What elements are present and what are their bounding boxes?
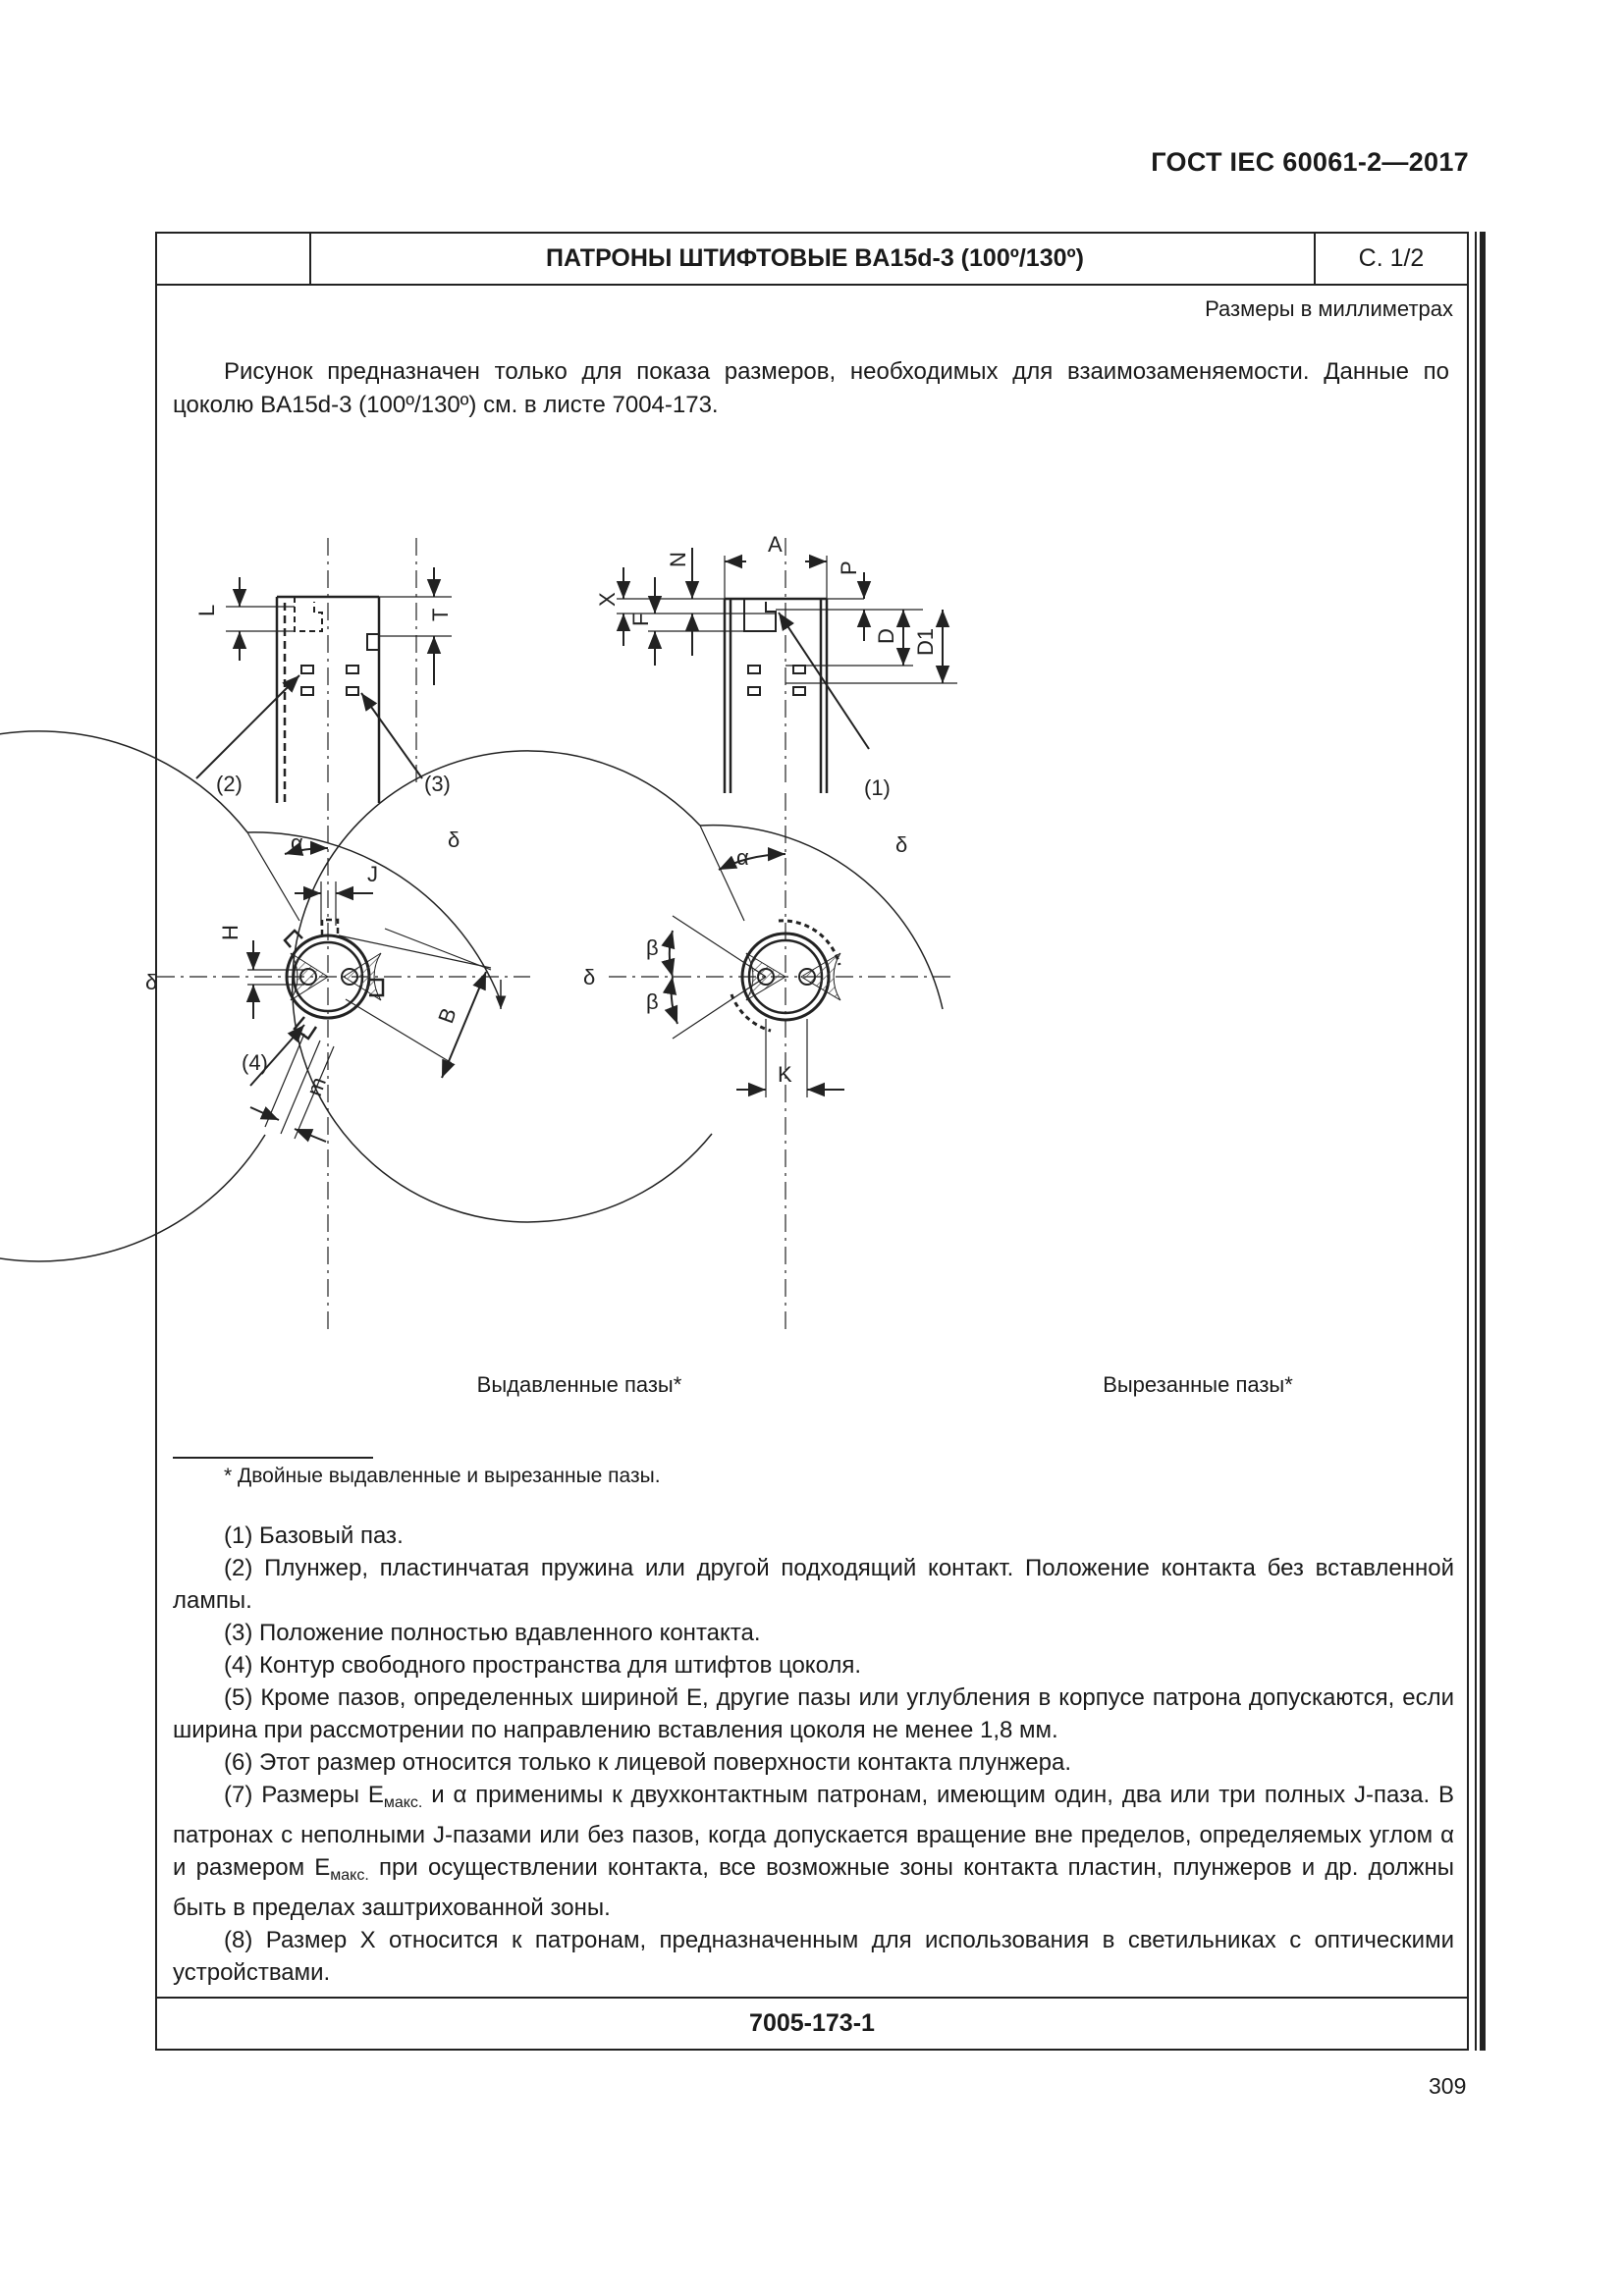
- note-4: (4) Контур свободного пространства для штифтов цоколя.: [224, 1652, 862, 1679]
- angle-delta-left-top: δ: [448, 828, 460, 852]
- dim-D: D: [874, 628, 898, 644]
- ref-2: (2): [216, 772, 243, 796]
- dim-B: B: [433, 1004, 461, 1027]
- note-7: [173, 1779, 1454, 1924]
- angle-delta-right-top: δ: [895, 832, 908, 857]
- angle-beta-lower: β: [646, 989, 659, 1014]
- dim-K: K: [778, 1062, 792, 1087]
- plan-view-cut: [293, 751, 952, 1333]
- dim-H: H: [218, 925, 243, 940]
- units-note: Размеры в миллиметрах: [1205, 296, 1453, 321]
- note-8: (8) Размер X относится к патронам, предназначенным для использования в светильниках с оптическими устройствами.: [173, 1927, 1454, 1986]
- plan-view-embossed: [0, 731, 530, 1333]
- sheet-number: С. 1/2: [1314, 234, 1467, 284]
- note-3: (3) Положение полностью вдавленного контакта.: [224, 1620, 761, 1646]
- footnote: * Двойные выдавленные и вырезанные пазы.: [224, 1465, 661, 1487]
- note-1: (1) Базовый паз.: [224, 1522, 404, 1549]
- page-number: 309: [1429, 2073, 1467, 2099]
- note-2: (2) Плунжер, пластинчатая пружина или другой подходящий контакт. Положение контакта без вставленной лампы.: [173, 1555, 1454, 1614]
- note-5: (5) Кроме пазов, определенных шириной Е, другие пазы или углубления в корпусе патрона допускаются, если ширина при рассмотрении по направлению вставления цоколя не менее 1,8 мм.: [173, 1684, 1454, 1743]
- side-view-embossed: [196, 538, 452, 803]
- frame-right-thick-rule: [1480, 232, 1486, 2051]
- footnote-rule: [173, 1457, 373, 1459]
- dim-N: N: [666, 552, 690, 567]
- frame-right-rule: [1475, 232, 1477, 2051]
- angle-delta-right: δ: [583, 965, 596, 989]
- ref-4: (4): [242, 1050, 268, 1075]
- dim-A: A: [768, 532, 783, 557]
- dim-L: L: [194, 604, 219, 616]
- dim-D1: D1: [913, 627, 938, 656]
- ref-3: (3): [424, 772, 451, 796]
- angle-alpha-right: α: [736, 845, 749, 870]
- dim-m: m: [301, 1073, 331, 1099]
- title-block: [157, 234, 1467, 286]
- dim-J: J: [367, 862, 378, 886]
- note-7-part-c: при осуществлении контакта, все возможные зоны контакта пластин, плунжеров и др. должны быть в пределах заштрихованной зоны.: [173, 1854, 1454, 1921]
- sheet-frame: [145, 232, 1469, 2051]
- technical-drawing: [145, 430, 1467, 1372]
- dim-F: F: [628, 613, 653, 626]
- ref-1: (1): [864, 775, 891, 800]
- caption-embossed-slots: Выдавленные пазы*: [476, 1372, 682, 1397]
- note-6: (6) Этот размер относится только к лицевой поверхности контакта плунжера.: [224, 1749, 1071, 1776]
- intro-paragraph: Рисунок предназначен только для показа размеров, необходимых для взаимозаменяемости. Данные по цоколю BA15d-3 (100º/130º) см. в листе 7004-173.: [173, 358, 1449, 418]
- caption-cut-slots: Вырезанные пазы*: [1103, 1372, 1293, 1397]
- note-7-subscript-1: макс.: [383, 1794, 423, 1811]
- note-7-part-b: и α применимы к двухконтактным патронам, имеющим один, два или три полных J-паза. В патронах с неполными J-пазами или без пазов, когда допускается вращение вне пределов, определяемых углом α и размером Е: [173, 1782, 1455, 1881]
- sheet-code: 7005-173-1: [157, 1997, 1467, 2049]
- angle-delta-left: δ: [145, 970, 158, 994]
- note-7-part-a: (7) Размеры Е: [224, 1782, 384, 1808]
- notes-list: [173, 1520, 1454, 1989]
- standard-header: ГОСТ IEC 60061-2—2017: [1151, 147, 1469, 177]
- side-view-cut: [617, 538, 957, 793]
- dim-X: X: [595, 592, 620, 607]
- title-empty-cell: [157, 234, 311, 284]
- sheet-title: ПАТРОНЫ ШТИФТОВЫЕ BA15d-3 (100º/130º): [546, 244, 1084, 272]
- note-7-subscript-2: макс.: [330, 1867, 369, 1884]
- dim-T: T: [428, 608, 453, 621]
- angle-beta-upper: β: [646, 935, 659, 960]
- dim-P: P: [837, 561, 861, 575]
- angle-alpha-left: α: [291, 830, 303, 855]
